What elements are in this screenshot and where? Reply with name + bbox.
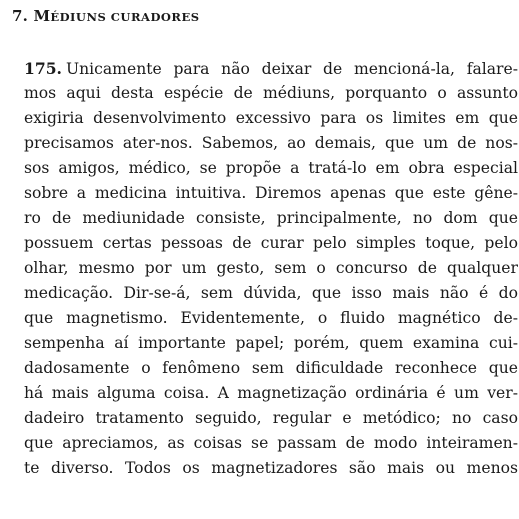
text-line: olhar, mesmo por um gesto, sem o concurso de qualquer [24,259,518,277]
text-line: possuem certas pessoas de curar pelo simples toque, pelo [24,234,518,252]
text-line: dadeiro tratamento seguido, regular e metódico; no caso [24,409,518,427]
section-number: 7. [12,7,29,25]
text-line: te diverso. Todos os magnetizadores são mais ou menos [24,459,518,477]
text-line: sempenha aí importante papel; porém, quem examina cui- [24,334,518,352]
text-line: exigiria desenvolvimento excessivo para os limites em que [24,109,518,127]
text-line: que magnetismo. Evidentemente, o fluido magnético de- [24,309,518,327]
section-title-initial: M [33,7,51,25]
text-line: precisamos ater-nos. Sabemos, ao demais, que um de nos- [24,134,518,152]
section-title: ÉDIUNS CURADORES [50,10,200,24]
text-line: que apreciamos, as coisas se passam de modo inteiramen- [24,434,518,452]
text-line: mos aqui desta espécie de médiuns, porquanto o assunto [24,84,518,102]
text-line: sobre a medicina intuitiva. Diremos apenas que este gêne- [24,184,518,202]
text-line: 175. Unicamente para não deixar de mencioná-la, falare- [24,59,518,78]
paragraph-175 [24,56,518,481]
text-line: medicação. Dir-se-á, sem dúvida, que isso mais não é do [24,284,518,302]
paragraph-number: 175. [24,59,62,78]
text-line: dadosamente o fenômeno sem dificuldade reconhece que [24,359,518,377]
text-line: ro de mediunidade consiste, principalmente, no dom que [24,209,518,227]
section-heading [12,6,200,27]
text-line: há mais alguma coisa. A magnetização ordinária é um ver- [24,384,518,402]
text-line: sos amigos, médico, se propõe a tratá-lo em obra especial [24,159,518,177]
